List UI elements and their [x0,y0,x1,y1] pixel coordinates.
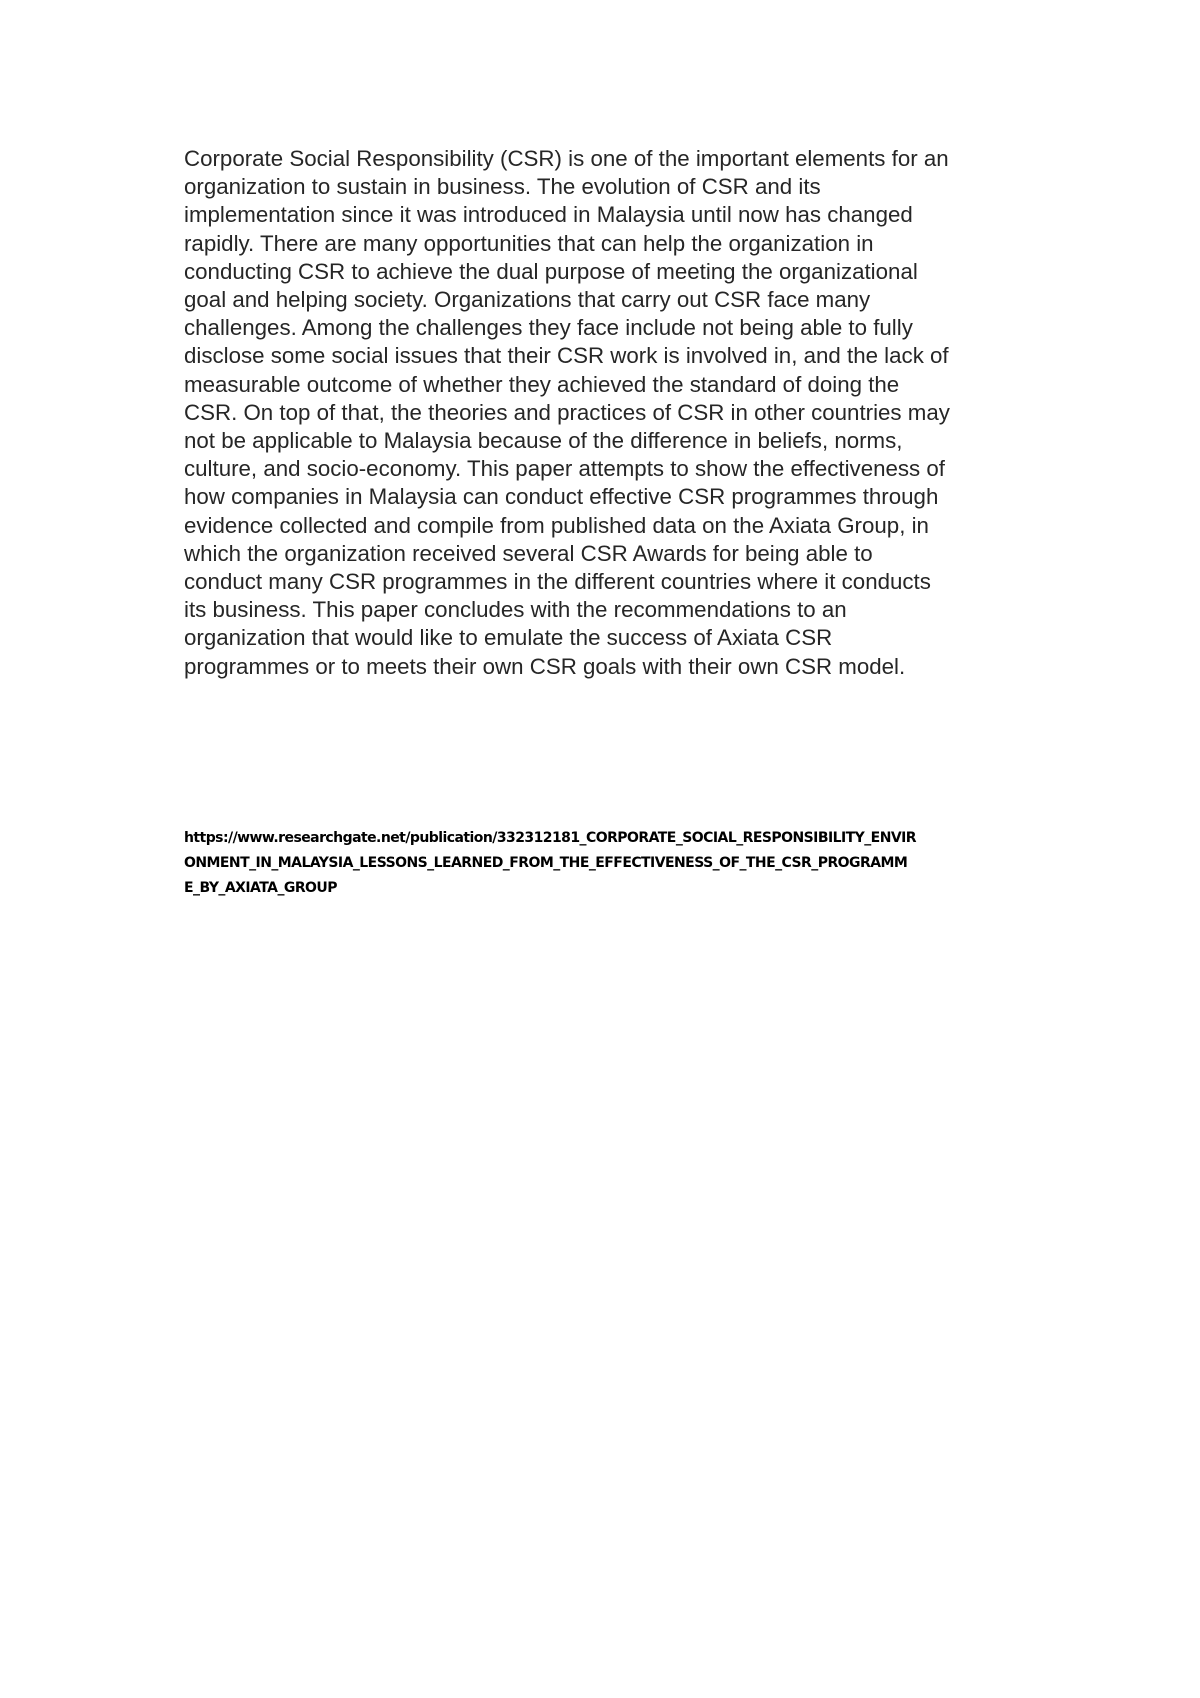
abstract-line: which the organization received several CSR Awards for being able to [184,540,873,566]
abstract-line: goal and helping society. Organizations that carry out CSR face many [184,287,871,313]
abstract-line: rapidly. There are many opportunities that can help the organization in [184,230,874,256]
abstract-line: organization that would like to emulate the success of Axiata CSR [184,625,833,651]
abstract-line: how companies in Malaysia can conduct effective CSR programmes through [184,484,939,510]
source-url[interactable] [184,826,1044,901]
abstract-line: organization to sustain in business. The evolution of CSR and its [184,174,821,200]
abstract-line: conduct many CSR programmes in the different countries where it conducts [184,569,931,595]
abstract-line: evidence collected and compile from published data on the Axiata Group, in [184,512,929,538]
abstract-paragraph [184,145,1044,681]
abstract-line: its business. This paper concludes with the recommendations to an [184,597,847,623]
abstract-line: programmes or to meets their own CSR goals with their own CSR model. [184,653,906,679]
abstract-line: conducting CSR to achieve the dual purpose of meeting the organizational [184,258,918,284]
source-url-line[interactable]: E_BY_AXIATA_GROUP [184,880,337,896]
abstract-line: not be applicable to Malaysia because of the difference in beliefs, norms, [184,428,903,454]
abstract-line: measurable outcome of whether they achieved the standard of doing the [184,371,900,397]
abstract-line: implementation since it was introduced in Malaysia until now has changed [184,202,913,228]
abstract-line: Corporate Social Responsibility (CSR) is one of the important elements for an [184,146,949,171]
source-url-line[interactable]: ONMENT_IN_MALAYSIA_LESSONS_LEARNED_FROM_THE_EFFECTIVENESS_OF_THE_CSR_PROGRAMM [184,855,908,871]
abstract-line: challenges. Among the challenges they face include not being able to fully [184,315,913,341]
abstract-line: disclose some social issues that their CSR work is involved in, and the lack of [184,343,949,369]
abstract-line: CSR. On top of that, the theories and practices of CSR in other countries may [184,399,950,425]
abstract-line: culture, and socio-economy. This paper attempts to show the effectiveness of [184,456,945,482]
source-url-line[interactable]: https://www.researchgate.net/publication/332312181_CORPORATE_SOCIAL_RESPONSIBILITY_ENVIR [184,830,917,846]
